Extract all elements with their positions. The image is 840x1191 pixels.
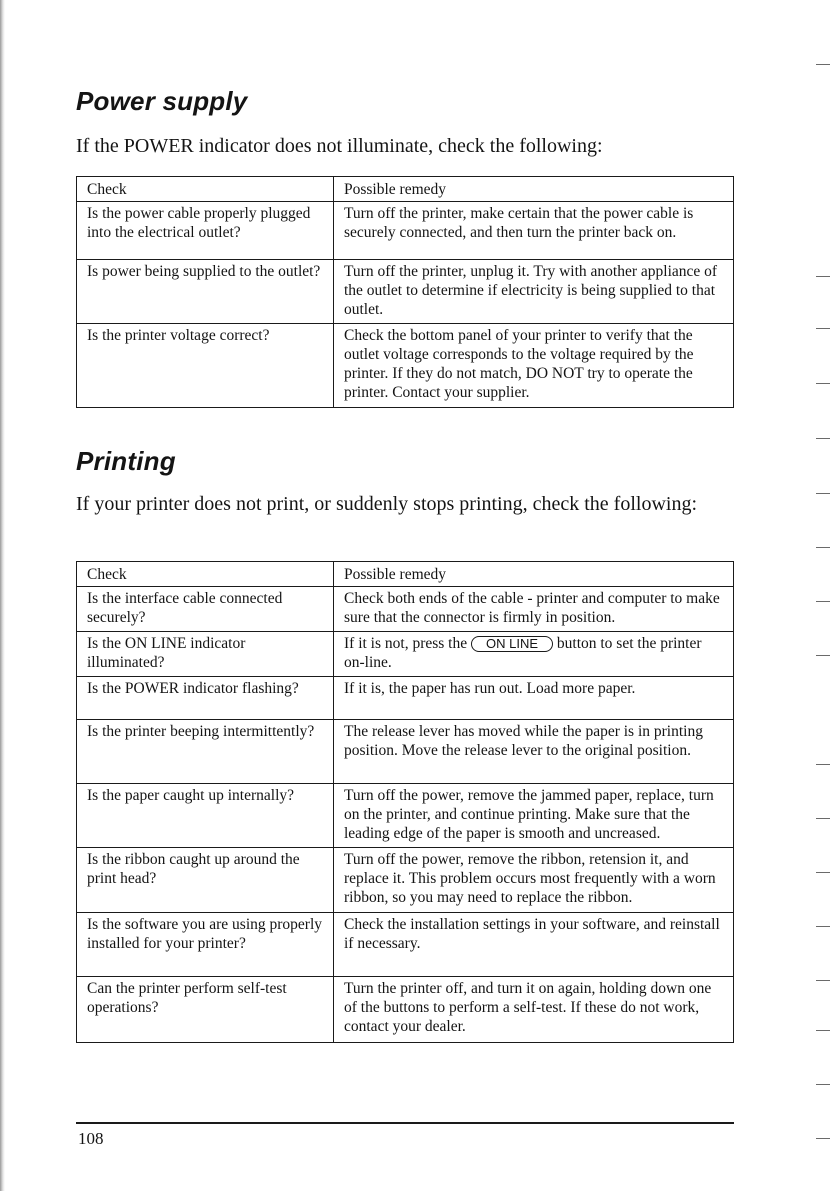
footer-rule — [76, 1122, 734, 1124]
check-cell: Is the paper caught up internally? — [77, 784, 334, 848]
remedy-cell: Turn off the printer, unplug it. Try with another appliance of the outlet to determine if electricity is being supplied to that outlet. — [334, 260, 734, 324]
power-supply-heading: Power supply — [76, 86, 248, 116]
table-row — [77, 677, 734, 720]
check-cell: Is the interface cable connected securely? — [77, 587, 334, 632]
scan-edge-mark — [816, 1138, 830, 1139]
check-cell: Is the printer beeping intermittently? — [77, 720, 334, 784]
table-row — [77, 260, 734, 324]
printing-intro: If your printer does not print, or suddenly stops printing, check the following: — [76, 493, 698, 515]
remedy-cell: Check the bottom panel of your printer to verify that the outlet voltage corresponds to the voltage required by the printer. If they do not match, DO NOT try to operate the printer. Contact your supplier. — [334, 324, 734, 408]
on-line-key-label: ON LINE — [486, 636, 539, 651]
scan-edge-mark — [816, 872, 830, 873]
scan-edge-mark — [816, 1084, 830, 1085]
scan-edge-mark — [816, 328, 830, 329]
scan-edge-mark — [816, 493, 830, 494]
table-row — [77, 848, 734, 913]
remedy-cell: Turn off the power, remove the ribbon, retension it, and replace it. This problem occurs most frequently with a worn ribbon, so you may need to replace the ribbon. — [334, 848, 734, 913]
table-row — [77, 784, 734, 848]
remedy-text: If it is not, press the — [344, 635, 468, 652]
table-header-row — [77, 562, 734, 587]
remedy-cell — [334, 632, 734, 677]
table-row — [77, 324, 734, 408]
remedy-text: button to set the printer on-line. — [344, 635, 702, 671]
remedy-cell: If it is, the paper has run out. Load more paper. — [334, 677, 734, 720]
check-cell: Is the printer voltage correct? — [77, 324, 334, 408]
remedy-cell: Turn off the printer, make certain that the power cable is securely connected, and then turn the printer back on. — [334, 202, 734, 260]
column-header-check: Check — [77, 177, 334, 202]
table-row — [77, 632, 734, 677]
check-cell: Can the printer perform self-test operations? — [77, 977, 334, 1043]
scan-edge-mark — [816, 655, 830, 656]
scan-edge-mark — [816, 547, 830, 548]
scan-edge-mark — [816, 764, 830, 765]
scan-edge-mark — [816, 1030, 830, 1031]
check-cell: Is the software you are using properly installed for your printer? — [77, 913, 334, 977]
page-number: 108 — [78, 1129, 104, 1148]
table-row — [77, 913, 734, 977]
check-cell: Is the ribbon caught up around the print head? — [77, 848, 334, 913]
check-cell: Is the ON LINE indicator illuminated? — [77, 632, 334, 677]
remedy-cell: Check both ends of the cable - printer and computer to make sure that the connector is firmly in position. — [334, 587, 734, 632]
table-header-row — [77, 177, 734, 202]
scan-edge-mark — [816, 383, 830, 384]
scan-edge-mark — [816, 601, 830, 602]
table-row — [77, 977, 734, 1043]
check-cell: Is power being supplied to the outlet? — [77, 260, 334, 324]
scan-edge-mark — [816, 926, 830, 927]
remedy-cell: Turn the printer off, and turn it on again, holding down one of the buttons to perform a self-test. If these do not work, contact your dealer. — [334, 977, 734, 1043]
scan-edge-shadow — [0, 0, 5, 1191]
column-header-check: Check — [77, 562, 334, 587]
remedy-cell: The release lever has moved while the paper is in printing position. Move the release lever to the original position. — [334, 720, 734, 784]
table-row — [77, 587, 734, 632]
column-header-remedy: Possible remedy — [334, 562, 734, 587]
on-line-key-symbol — [471, 636, 553, 652]
scan-edge-mark — [816, 64, 830, 65]
check-cell: Is the POWER indicator flashing? — [77, 677, 334, 720]
scan-edge-mark — [816, 980, 830, 981]
scan-edge-mark — [816, 276, 830, 277]
printing-heading: Printing — [76, 446, 176, 476]
remedy-cell: Check the installation settings in your software, and reinstall if necessary. — [334, 913, 734, 977]
power-supply-intro: If the POWER indicator does not illuminate, check the following: — [76, 135, 603, 157]
scan-edge-mark — [816, 818, 830, 819]
column-header-remedy: Possible remedy — [334, 177, 734, 202]
table-row — [77, 720, 734, 784]
remedy-cell: Turn off the power, remove the jammed paper, replace, turn on the printer, and continue printing. Make sure that the leading edge of the paper is smooth and uncreased. — [334, 784, 734, 848]
table-row — [77, 202, 734, 260]
scan-edge-mark — [816, 438, 830, 439]
check-cell: Is the power cable properly plugged into the electrical outlet? — [77, 202, 334, 260]
printing-table — [76, 561, 734, 1043]
power-supply-table — [76, 176, 734, 408]
